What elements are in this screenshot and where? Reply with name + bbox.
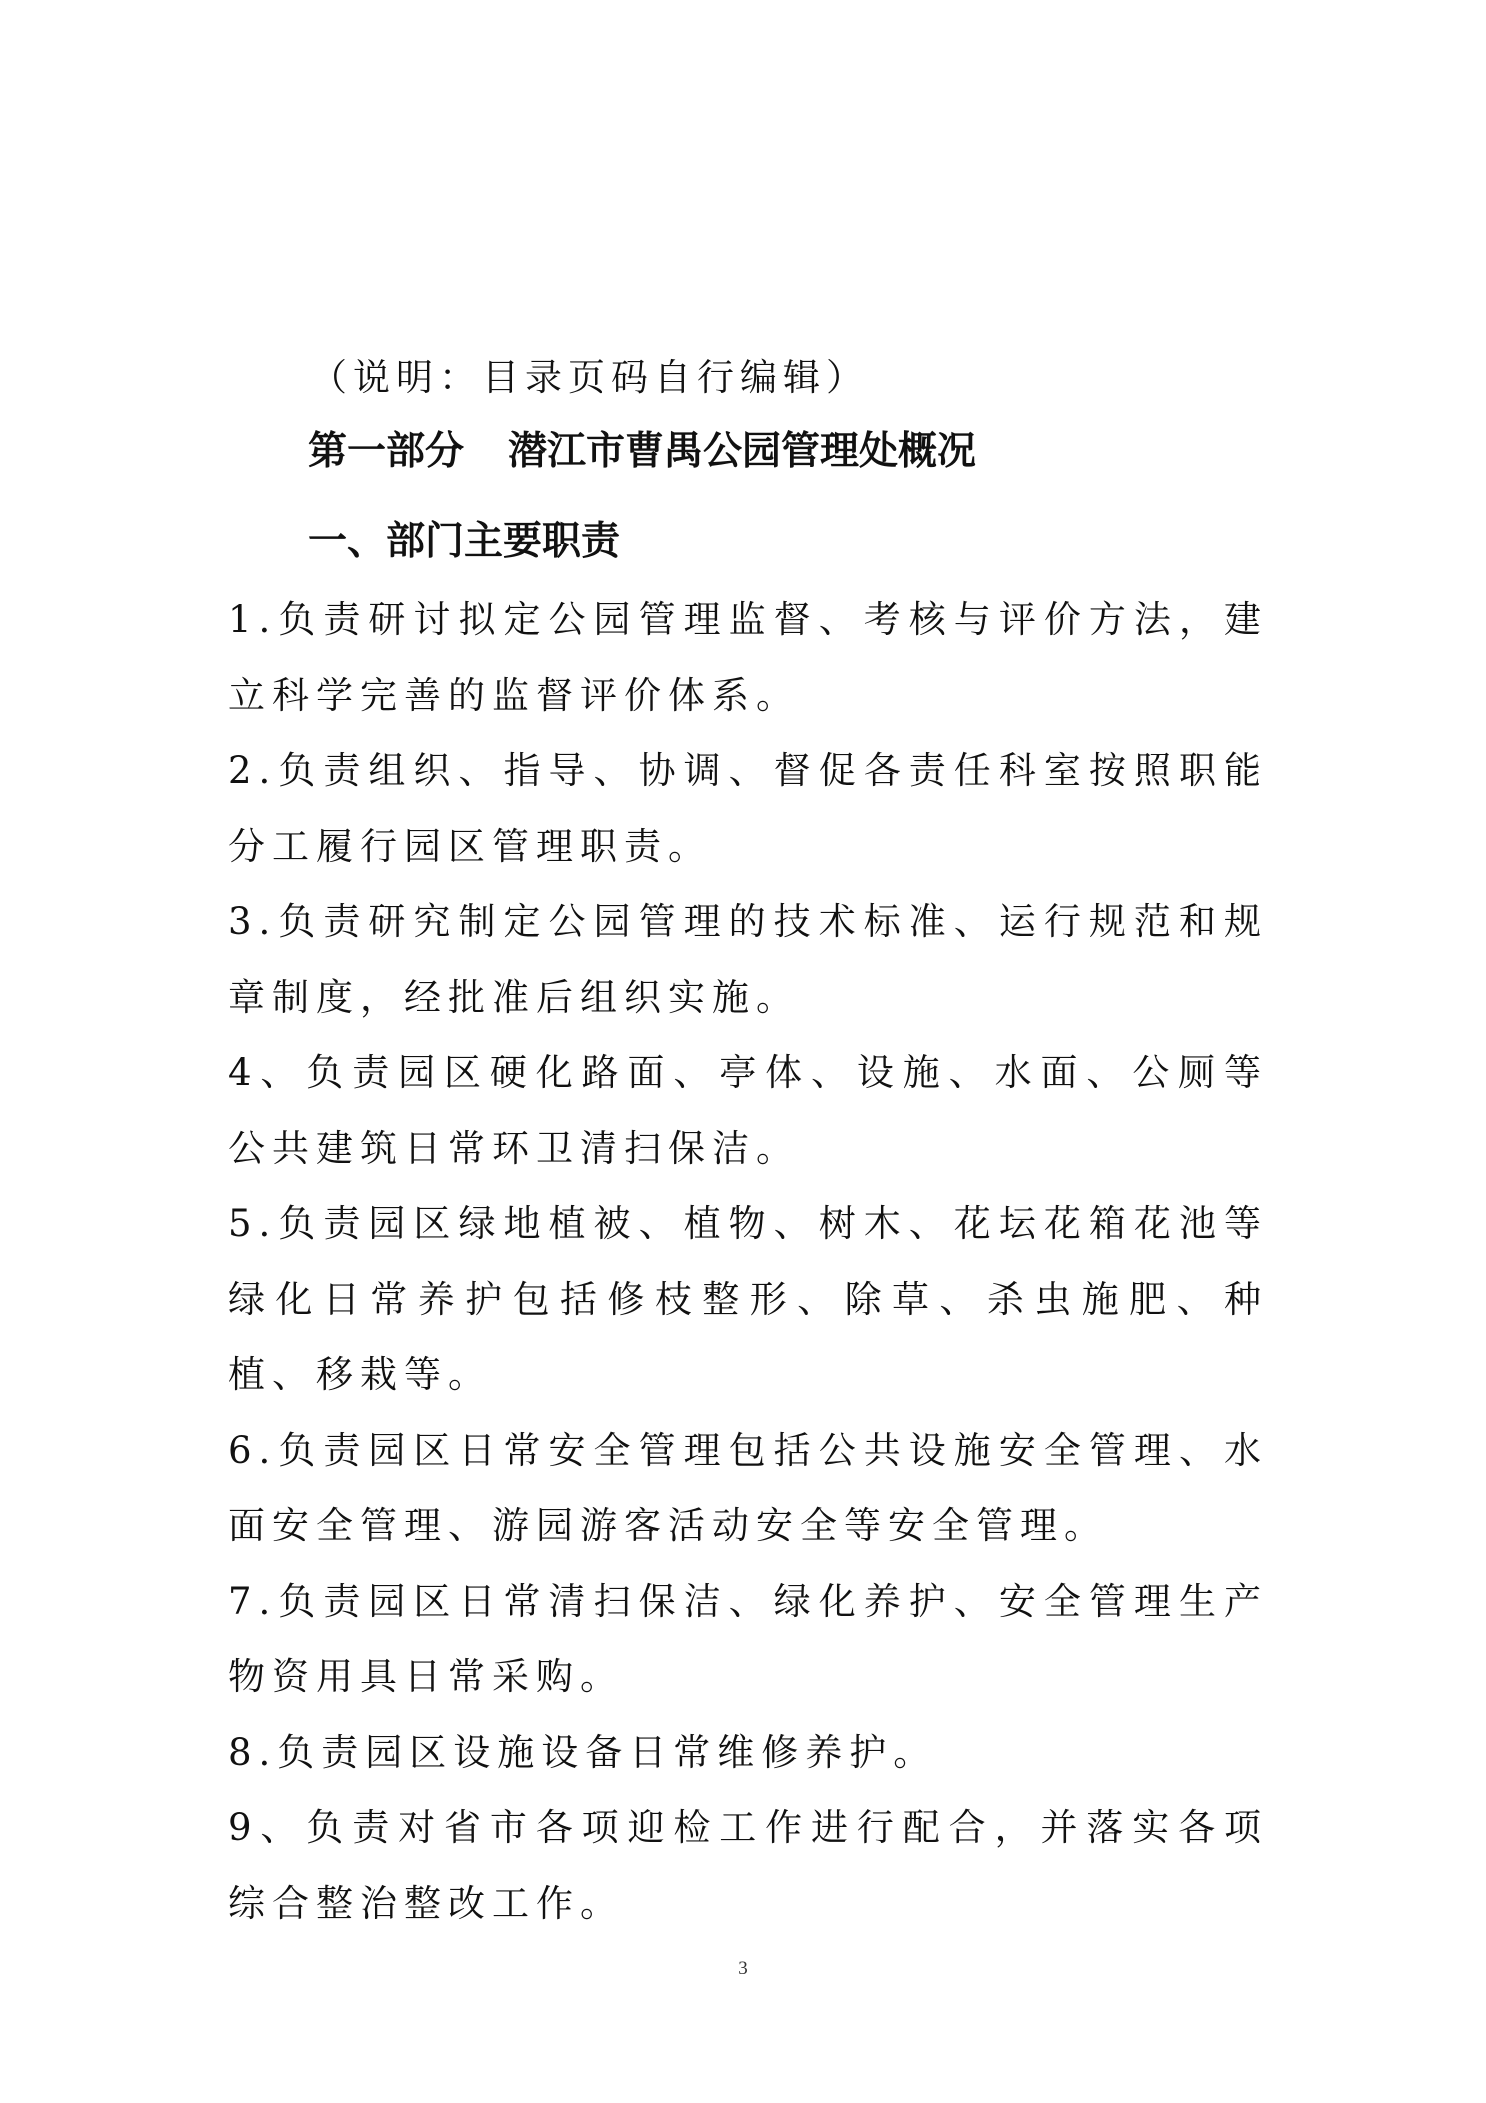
duties-list [228, 582, 1268, 1941]
duty-item: 8.负责园区设施设备日常维修养护。 [228, 1730, 938, 1774]
section-title: 一、部门主要职责 [308, 519, 621, 564]
duty-item: 2.负责组织、指导、协调、督促各责任科室按照职能分工履行园区管理职责。 [228, 749, 1268, 868]
duty-item: 6.负责园区日常安全管理包括公共设施安全管理、水面安全管理、游园游客活动安全等安全管理。 [228, 1428, 1268, 1547]
duty-item: 4、负责园区硬化路面、亭体、设施、水面、公厕等公共建筑日常环卫清扫保洁。 [228, 1051, 1268, 1170]
page-number: 3 [738, 1958, 748, 1979]
duty-item: 1.负责研讨拟定公园管理监督、考核与评价方法，建立科学完善的监督评价体系。 [228, 598, 1268, 717]
duty-item: 7.负责园区日常清扫保洁、绿化养护、安全管理生产物资用具日常采购。 [228, 1579, 1268, 1698]
duty-item: 3.负责研究制定公园管理的技术标准、运行规范和规章制度，经批准后组织实施。 [228, 900, 1268, 1019]
part-number: 第一部分 [308, 429, 465, 474]
duty-item: 9、负责对省市各项迎检工作进行配合，并落实各项综合整治整改工作。 [228, 1806, 1268, 1925]
part-title [308, 422, 976, 482]
duty-item: 5.负责园区绿地植被、植物、树木、花坛花箱花池等绿化日常养护包括修枝整形、除草、杀虫施肥、种植、移栽等。 [228, 1202, 1268, 1396]
part-name: 潜江市曹禺公园管理处概况 [508, 429, 977, 474]
toc-note: （说明：目录页码自行编辑） [310, 356, 869, 399]
